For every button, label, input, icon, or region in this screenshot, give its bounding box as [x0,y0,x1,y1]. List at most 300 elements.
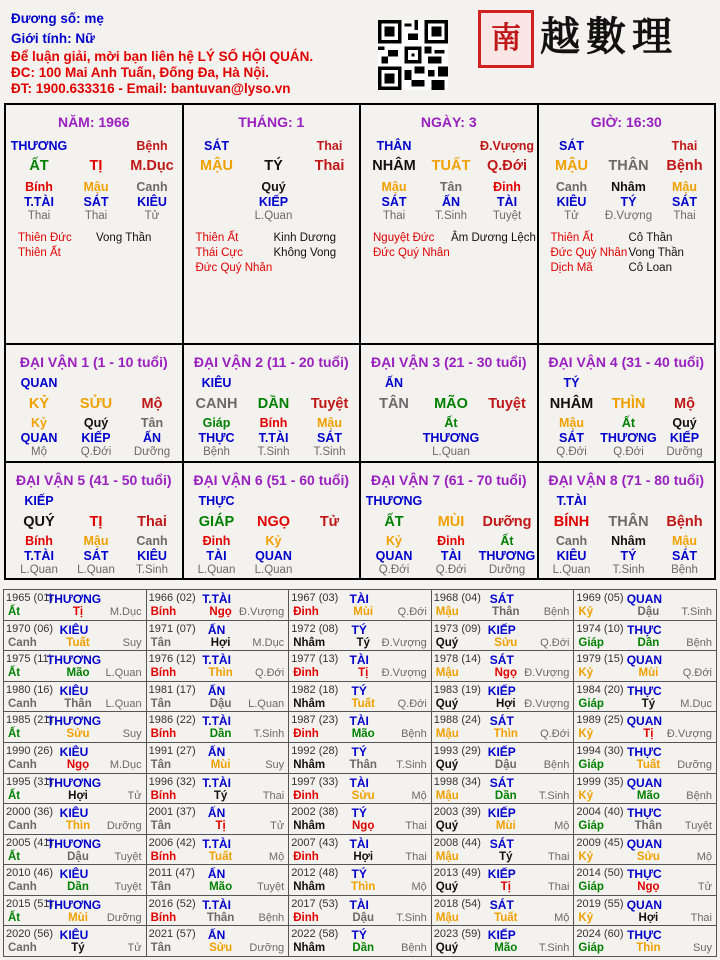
year-cell[interactable] [4,621,147,652]
year-god: KIÊU [59,744,89,759]
shen-sha: Kinh Dương [273,232,337,244]
year-cell[interactable] [574,774,717,805]
dai-van-cell [184,463,362,580]
year-branch: Thân [64,697,92,710]
year-label: 1972 (08) [291,622,339,635]
year-label: 2019 (55) [576,897,624,910]
year-life-stage: Q.Đới [397,606,427,618]
year-god: THƯƠNG [46,653,102,668]
year-god: ẤN [207,744,226,759]
shen-sha: Cô Thần [628,232,673,244]
year-cell[interactable] [432,774,575,805]
dai-van-title: ĐẠI VẬN 3 (21 - 30 tuổi) [370,354,527,370]
year-god: TÝ [351,806,367,821]
hidden-stem: Tân [140,416,164,430]
shen-sha: Cô Loan [628,262,672,274]
hidden-stem: Mậu [317,416,342,430]
year-cell[interactable] [574,896,717,927]
year-stem: Canh [8,881,37,894]
year-cell[interactable] [432,682,575,713]
hidden-god: TÀI [496,195,518,209]
year-label: 2011 (47) [148,867,195,880]
year-branch: Mùi [495,820,516,833]
year-label: 2013 (49) [433,867,481,880]
year-life-stage: Q.Đới [540,728,570,741]
dai-van-cell [539,463,717,580]
hidden-stem: Đinh [493,180,521,194]
year-branch: Thìn [208,667,233,680]
year-cell[interactable] [147,926,290,957]
year-branch: Sửu [636,850,660,863]
year-cell[interactable] [147,590,290,621]
hidden-god: T.TÀI [24,549,54,563]
dai-van-stem-branch: Dưỡng [482,514,532,530]
year-cell[interactable] [289,896,432,927]
life-stage: T.Sinh [313,446,346,458]
hidden-stem: Kỷ [386,534,402,548]
year-stem: Mậu [435,911,459,924]
year-life-stage: Q.Đới [682,667,712,680]
shen-sha: Không Vong [273,247,337,259]
year-stem: Giáp [578,881,604,894]
year-cell[interactable] [289,774,432,805]
year-label: 1985 (21) [6,714,54,727]
year-god: TÝ [351,744,367,759]
year-cell[interactable] [432,651,575,682]
life-stage: Q.Đới [80,446,112,458]
contact-line-2: ĐC: 100 Mai Anh Tuấn, Đống Đa, Hà Nội. [11,65,270,80]
year-branch: Thân [206,911,235,924]
shen-sha: Thiên Ất [550,232,594,244]
year-branch: Ngọ [66,758,90,771]
year-label: 1998 (34) [433,775,481,788]
dai-van-title: ĐẠI VẬN 7 (61 - 70 tuổi) [370,472,527,488]
year-branch: Tị [500,881,511,894]
year-god: KIÊU [59,806,89,821]
hidden-stem: Giáp [202,416,231,430]
year-stem: Quý [435,881,459,894]
hidden-stem: Kỷ [265,534,282,548]
shen-sha: Vong Thần [628,247,684,259]
year-cell[interactable] [4,835,147,866]
year-god: THƯƠNG [46,714,102,729]
year-branch: Tý [213,789,228,802]
life-stage: T.Sinh [257,446,290,458]
year-life-stage: Thai [547,881,570,894]
dai-van-god: KIÊU [201,376,232,390]
year-stem: Ất [8,728,21,741]
year-branch: Mão [66,667,90,680]
year-god: THƯƠNG [46,897,102,912]
year-cell[interactable] [4,712,147,743]
hidden-stem: Bính [25,180,53,194]
hidden-god: KIÊU [556,195,587,209]
year-cell[interactable] [4,774,147,805]
year-branch: Thân [349,758,377,771]
hidden-god: TÀI [206,549,227,563]
year-branch: Dần [494,789,517,802]
year-cell[interactable] [4,896,147,927]
year-branch: Tuất [494,911,518,924]
dai-van-stem-branch: Tuyệt [310,396,349,412]
year-cell[interactable] [574,835,717,866]
hidden-stem: Đinh [437,534,465,548]
year-cell[interactable] [574,743,717,774]
hidden-god: KIẾP [669,431,700,445]
year-god: T.TÀI [202,836,231,851]
year-god: KIÊU [59,928,89,943]
life-stage: Tử [564,210,579,222]
year-label: 2014 (50) [576,867,624,880]
year-branch: Mão [636,789,660,802]
year-cell[interactable] [4,743,147,774]
year-life-stage: Tuyệt [684,820,712,833]
year-god: THỰC [627,928,662,943]
year-label: 2024 (60) [576,928,624,941]
shen-sha: Thái Cực [195,247,243,259]
dai-van-god: THƯƠNG [365,494,423,508]
year-god: THỰC [627,867,662,882]
year-stem: Tân [150,820,172,833]
year-branch: Ngọ [637,881,660,894]
year-stem: Tân [150,942,172,955]
year-cell[interactable] [432,865,575,896]
year-cell[interactable] [147,865,290,896]
life-stage: Dưỡng [133,446,171,458]
year-branch: Tý [499,850,513,863]
year-god: QUAN [626,836,663,851]
life-stage: Thai [382,210,406,222]
hidden-god: THƯƠNG [422,431,480,445]
year-stem: Giáp [578,942,604,955]
year-cell[interactable] [574,712,717,743]
year-label: 2010 (46) [6,867,54,880]
year-god: QUAN [626,775,663,790]
year-branch: Tuất [351,697,375,710]
dai-van-stem-branch: SỬU [79,396,113,412]
dai-van-grid [4,343,716,580]
year-life-stage: Mộ [268,850,285,863]
year-branch: Tị [215,820,226,833]
year-label: 2018 (54) [433,897,481,910]
year-cell[interactable] [432,804,575,835]
pillar-stem-branch: TUẤT [431,158,471,174]
year-label: 1988 (24) [433,714,481,727]
year-label: 1967 (03) [291,592,339,604]
hidden-god: TÝ [620,195,637,209]
life-stage: Bệnh [671,564,698,576]
gender-line: Giới tính: Nữ [11,31,95,46]
year-god: T.TÀI [202,653,231,668]
year-cell[interactable] [289,743,432,774]
year-god: ẤN [207,806,226,821]
year-branch: Dậu [209,697,232,710]
dai-van-stem-branch: BÍNH [553,514,590,530]
year-life-stage: Thai [405,820,427,833]
year-label: 1969 (05) [576,592,624,604]
year-cell[interactable] [289,804,432,835]
year-branch: Tị [72,606,84,618]
year-god: TÀI [349,775,369,790]
year-cell[interactable] [147,651,290,682]
hidden-stem: Nhâm [611,534,646,548]
year-label: 2022 (58) [291,928,339,941]
year-stem: Kỷ [578,911,594,924]
year-life-stage: Bệnh [401,942,427,955]
hidden-god: T.TÀI [258,431,289,445]
hidden-god: QUAN [375,549,413,563]
hidden-god: SÁT [83,195,109,209]
life-stage: Tuyệt [492,210,522,222]
dai-van-title: ĐẠI VẬN 2 (11 - 20 tuổi) [193,354,349,370]
shen-sha: Đức Quý Nhân [195,262,273,274]
dai-van-stem-branch: MÙI [437,514,465,530]
year-cell[interactable] [147,682,290,713]
year-stem: Tân [150,881,172,894]
shen-sha: Vong Thần [96,232,152,244]
year-life-stage: L.Quan [105,697,142,710]
hidden-god: TÀI [440,549,462,563]
year-label: 1987 (23) [291,714,339,727]
brand-logo: 越數理 [540,13,678,60]
hidden-stem: Ất [621,416,636,430]
hidden-god: SÁT [672,195,697,209]
year-cell[interactable] [289,590,432,621]
life-stage: L.Quan [197,564,236,576]
year-label: 1994 (30) [576,744,624,757]
year-cell[interactable] [574,590,717,621]
year-cell[interactable] [289,865,432,896]
shen-sha: Thiên Ất [18,247,61,259]
year-stem: Bính [150,728,177,741]
year-cell[interactable] [4,651,147,682]
dai-van-stem-branch: GIÁP [198,514,235,530]
year-stem: Tân [150,636,172,649]
dai-van-title: ĐẠI VẬN 6 (51 - 60 tuổi) [193,472,350,488]
year-stem: Kỷ [578,667,594,680]
year-life-stage: Suy [265,758,285,771]
year-cell[interactable] [432,621,575,652]
year-branch: Tý [641,697,656,710]
year-branch: Dậu [352,911,375,924]
year-stem: Nhâm [293,697,326,710]
life-stage: L.Quan [432,446,470,458]
year-label: 2004 (40) [576,806,624,819]
year-life-stage: Bệnh [258,911,285,924]
year-stem: Nhâm [293,881,326,894]
pillar-cell [361,105,539,345]
year-cell[interactable] [289,682,432,713]
year-cell[interactable] [432,712,575,743]
year-god: KIẾP [487,683,516,698]
year-cell[interactable] [289,651,432,682]
year-cell[interactable] [574,804,717,835]
year-god: THƯƠNG [46,592,102,606]
year-stem: Quý [435,942,459,955]
dai-van-stem-branch: TÂN [379,396,409,412]
year-cell[interactable] [4,590,147,621]
pillar-title: THÁNG: 1 [238,114,305,130]
year-life-stage: Tuyệt [114,850,142,863]
pillar-god: SÁT [559,139,584,153]
year-life-stage: M.Dục [252,636,285,649]
year-life-stage: T.Sinh [396,758,427,771]
year-life-stage: M.Dục [109,606,142,618]
annual-luck-table [3,589,717,957]
dai-van-stem-branch: Thai [137,514,167,530]
year-cell[interactable] [432,743,575,774]
year-god: THỰC [627,806,662,821]
dai-van-cell [184,345,362,463]
year-stem: Quý [435,758,459,771]
pillar-stem-branch: TỊ [89,158,103,174]
year-branch: Mão [494,942,518,955]
year-cell[interactable] [147,621,290,652]
year-label: 1979 (15) [576,653,624,666]
year-cell[interactable] [147,896,290,927]
year-cell[interactable] [289,712,432,743]
year-cell[interactable] [432,896,575,927]
year-cell[interactable] [574,621,717,652]
year-cell[interactable] [574,651,717,682]
year-god: SÁT [489,775,514,790]
year-god: TÝ [351,683,367,698]
pillar-cell [6,105,184,345]
year-god: T.TÀI [202,714,231,729]
shen-sha: Âm Dương Lệch [451,232,536,244]
year-cell[interactable] [147,712,290,743]
life-stage: L.Quan [552,564,591,576]
pillar-stem-branch: M.Dục [130,158,174,174]
year-branch: Ngọ [352,820,375,833]
dai-van-god: KIẾP [24,494,54,508]
year-cell[interactable] [432,835,575,866]
life-stage: Tử [144,210,160,222]
dai-van-title: ĐẠI VẬN 1 (1 - 10 tuổi) [19,354,168,370]
year-life-stage: Mộ [554,911,570,924]
dai-van-stem-branch: Mộ [141,396,163,412]
year-stem: Nhâm [293,942,326,955]
year-cell[interactable] [574,926,717,957]
year-god: THƯƠNG [46,775,102,790]
year-branch: Mão [351,728,375,741]
year-label: 1993 (29) [433,744,481,757]
year-cell[interactable] [147,835,290,866]
year-stem: Canh [8,697,37,710]
year-god: KIÊU [59,683,89,698]
year-label: 1970 (06) [6,622,54,635]
year-god: TÀI [349,836,369,851]
hidden-stem: Mậu [381,180,407,194]
year-cell[interactable] [289,621,432,652]
year-life-stage: Mộ [411,789,427,802]
dai-van-god: QUAN [20,376,58,390]
hidden-stem: Tân [439,180,463,194]
year-life-stage: Thai [405,850,427,863]
year-label: 1990 (26) [6,744,54,757]
qr-code-icon[interactable] [378,20,448,90]
year-cell[interactable] [4,682,147,713]
year-god: SÁT [489,714,514,729]
year-label: 1986 (22) [148,714,196,727]
year-branch: Hợi [68,789,88,802]
year-cell[interactable] [289,835,432,866]
year-stem: Ất [8,850,21,863]
year-cell[interactable] [4,804,147,835]
year-branch: Sửu [494,636,518,649]
year-god: KIẾP [487,867,516,882]
year-cell[interactable] [147,804,290,835]
hidden-stem: Bính [25,534,53,548]
hidden-god: THƯƠNG [600,431,657,445]
hidden-god: THỰC [198,431,235,445]
pillar-stem-branch: Thai [314,158,345,174]
hidden-god: KIẾP [81,431,111,445]
year-label: 1978 (14) [433,653,481,666]
year-life-stage: T.Sinh [538,789,570,802]
year-cell[interactable] [574,865,717,896]
shen-sha: Thiên Ất [195,232,239,244]
hidden-god: KIÊU [137,549,167,563]
year-label: 2009 (45) [576,836,624,849]
year-life-stage: Tử [270,820,285,833]
year-stem: Đinh [293,606,319,618]
year-cell[interactable] [432,590,575,621]
dai-van-stem-branch: THÂN [608,514,649,530]
year-branch: Tý [356,636,370,649]
year-cell[interactable] [4,865,147,896]
year-stem: Quý [435,820,459,833]
hidden-stem: Canh [136,180,168,194]
year-life-stage: Tuyệt [257,881,285,894]
year-cell[interactable] [574,682,717,713]
year-life-stage: Bệnh [401,728,427,741]
year-cell[interactable] [432,926,575,957]
dai-van-stem-branch: NGỌ [256,514,291,530]
year-cell[interactable] [147,774,290,805]
life-stage: Đ.Vượng [604,210,653,222]
year-label: 1982 (18) [291,683,339,696]
year-stem: Canh [8,636,37,649]
life-stage: T.Sinh [136,564,168,576]
year-cell[interactable] [289,926,432,957]
hidden-god: QUAN [255,549,292,563]
dai-van-god: ẤN [384,376,404,390]
pillar-stem-branch: TÝ [264,158,283,174]
life-stage: Q.Đới [378,564,410,576]
hidden-stem: Mậu [83,534,109,548]
hidden-god: ẤN [441,195,461,209]
pillar-stem-branch: Q.Đới [486,158,528,174]
year-branch: Thân [634,820,663,833]
year-branch: Thìn [493,728,518,741]
year-label: 1981 (17) [148,683,196,696]
year-god: TÀI [349,592,369,606]
dai-van-stem-branch: NHÂM [549,396,594,412]
year-cell[interactable] [4,926,147,957]
year-stem: Canh [8,820,37,833]
year-life-stage: Đ.Vượng [381,667,427,680]
dai-van-title: ĐẠI VẬN 8 (71 - 80 tuổi) [548,472,705,488]
year-branch: Thìn [636,942,661,955]
year-label: 2020 (56) [6,928,54,941]
year-branch: Mùi [638,667,659,680]
year-god: ẤN [207,928,226,943]
hidden-stem: Canh [136,534,168,548]
year-cell[interactable] [147,743,290,774]
life-stage: L.Quan [77,564,115,576]
hidden-stem: Quý [83,416,109,430]
